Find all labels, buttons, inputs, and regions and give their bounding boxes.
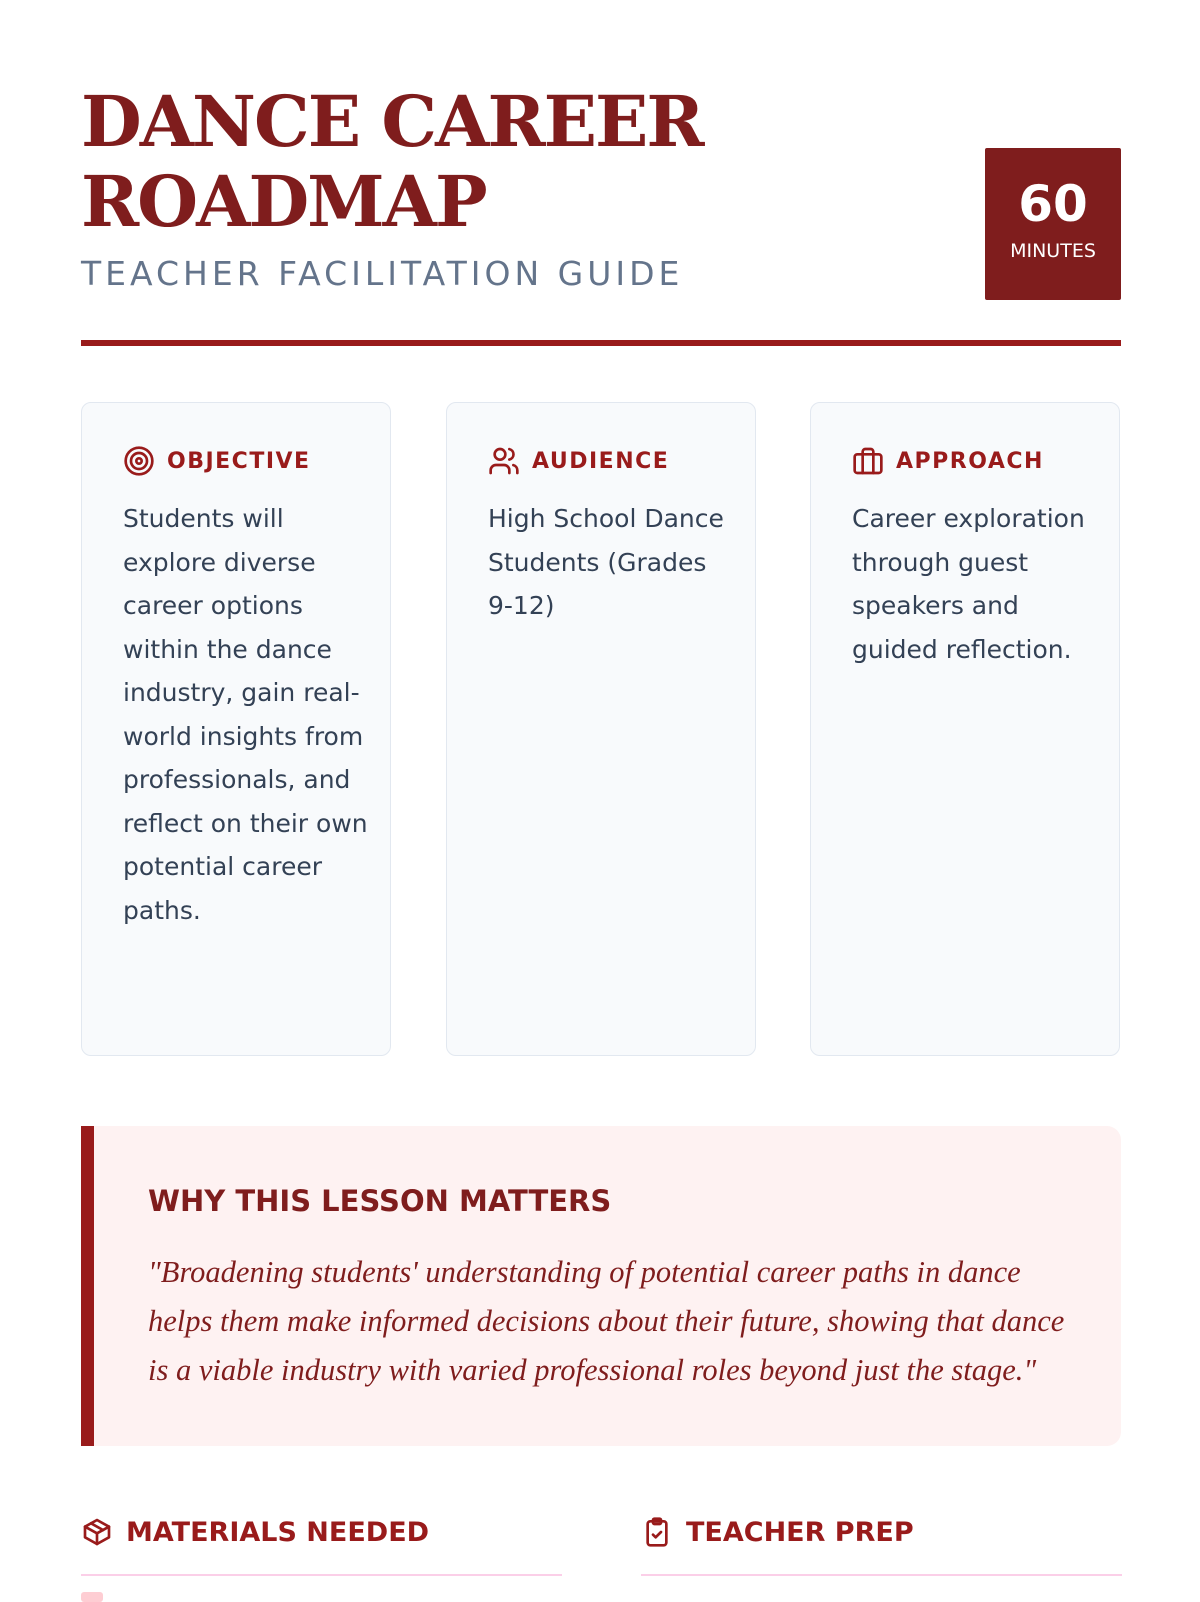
briefcase-icon: [852, 445, 884, 477]
teacher-prep-section: [641, 1510, 1122, 1576]
audience-card-header: [488, 445, 669, 477]
materials-title: MATERIALS NEEDED: [126, 1516, 430, 1548]
page-title: [81, 82, 841, 242]
teacher-prep-title: TEACHER PREP: [686, 1516, 914, 1548]
why-quote: "Broadening students' understanding of potential career paths in dance helps them make informed decisions about their future, showing that dance is a viable industry with varied professional roles beyond just the stage.": [148, 1255, 1065, 1387]
page-subtitle: TEACHER FACILITATION GUIDE: [81, 254, 684, 293]
title-line-2: ROADMAP: [81, 160, 486, 243]
duration-value: 60: [1018, 175, 1088, 233]
audience-text: High School Dance Students (Grades 9-12): [488, 504, 724, 620]
why-callout: [81, 1126, 1121, 1446]
approach-card-header: [852, 445, 1044, 477]
materials-divider: [81, 1574, 562, 1576]
overview-cards: [81, 402, 1121, 1058]
why-title: WHY THIS LESSON MATTERS: [148, 1184, 612, 1218]
duration-badge: [985, 148, 1121, 300]
lesson-plan-page: [81, 0, 1121, 1548]
materials-header: [81, 1510, 562, 1554]
objective-text: Students will explore diverse career options within the dance industry, gain real-world insights from professionals, and reflect on their own potential career paths.: [123, 504, 368, 925]
header-divider: [81, 340, 1121, 346]
page-header: [81, 0, 1121, 346]
teacher-prep-divider: [641, 1574, 1122, 1576]
audience-card: [446, 402, 756, 1056]
objective-card: [81, 402, 391, 1056]
approach-title: APPROACH: [896, 448, 1044, 474]
audience-title: AUDIENCE: [532, 448, 670, 474]
package-icon: [81, 1516, 113, 1548]
clipboard-check-icon: [641, 1516, 673, 1548]
title-line-1: DANCE CAREER: [81, 80, 703, 163]
target-icon: [123, 445, 155, 477]
objective-card-header: [123, 445, 311, 477]
list-bullet-peek: [81, 1592, 103, 1602]
approach-text: Career exploration through guest speakers and guided reflection.: [852, 504, 1085, 664]
approach-card: [810, 402, 1120, 1056]
duration-unit: MINUTES: [1010, 240, 1096, 262]
materials-section: [81, 1510, 562, 1576]
objective-title: OBJECTIVE: [167, 448, 311, 474]
teacher-prep-header: [641, 1510, 1122, 1554]
users-icon: [488, 445, 520, 477]
callout-accent-bar: [81, 1126, 94, 1446]
